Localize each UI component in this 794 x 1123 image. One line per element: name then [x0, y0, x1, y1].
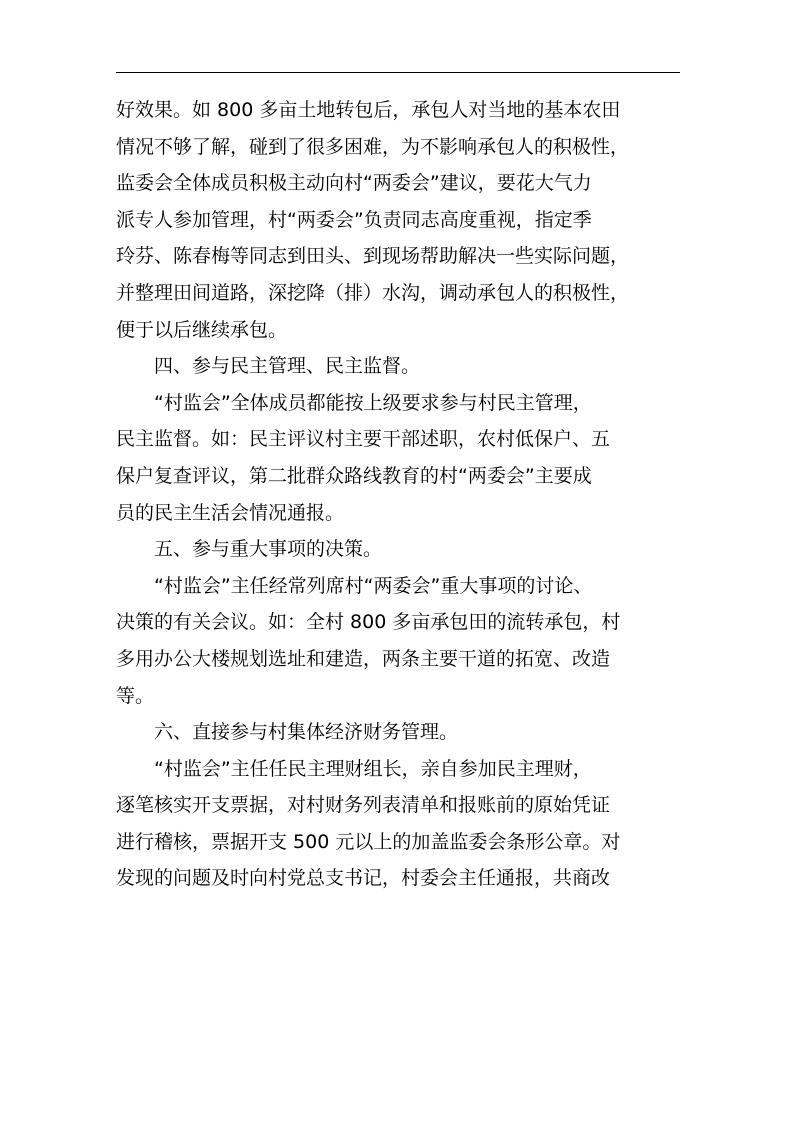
text-line: 情况不够了解，碰到了很多困难，为不影响承包人的积极性，: [116, 135, 630, 158]
text-line: 多用办公大楼规划选址和建造，两条主要干道的拓宽、改造: [116, 647, 611, 670]
text-line: “村监会”全体成员都能按上级要求参与村民主管理，: [154, 391, 592, 414]
text-line: 发现的问题及时向村党总支书记，村委会主任通报，共商改: [116, 867, 611, 890]
text-line: 员的民主生活会情况通报。: [116, 501, 345, 524]
text-line: “村监会”主任经常列席村“两委会”重大事项的讨论、: [154, 574, 593, 597]
text-line: 好效果。如 800 多亩土地转包后，承包人对当地的基本农田: [116, 99, 621, 121]
text-line: 等。: [116, 684, 155, 707]
text-line: 便于以后继续承包。: [116, 318, 288, 341]
text-line: 四、参与民主管理、民主监督。: [154, 355, 421, 378]
text-line: 玲芬、陈春梅等同志到田头、到现场帮助解决一些实际问题，: [116, 245, 630, 268]
text-line: 逐笔核实开支票据，对村财务列表清单和报账前的原始凭证: [116, 794, 611, 817]
text-line: 监委会全体成员积极主动向村“两委会”建议，要花大气力: [116, 172, 592, 195]
text-line: 民主监督。如：民主评议村主要干部述职，农村低保户、五: [116, 428, 611, 451]
text-line: 派专人参加管理，村“两委会”负责同志高度重视，指定季: [116, 208, 592, 231]
document-body: [116, 92, 680, 897]
header-rule: [116, 72, 680, 73]
text-line: 并整理田间道路，深挖降（排）水沟，调动承包人的积极性，: [116, 281, 630, 304]
text-line: “村监会”主任任民主理财组长，亲自参加民主理财，: [154, 757, 592, 780]
text-line: 进行稽核，票据开支 500 元以上的加盖监委会条形公章。对: [116, 830, 621, 853]
text-line: 保户复查评议，第二批群众路线教育的村“两委会”主要成: [116, 464, 592, 487]
text-line: 六、直接参与村集体经济财务管理。: [154, 721, 459, 744]
text-line: 五、参与重大事项的决策。: [154, 538, 383, 561]
text-line: 决策的有关会议。如：全村 800 多亩承包田的流转承包，村: [116, 611, 621, 634]
